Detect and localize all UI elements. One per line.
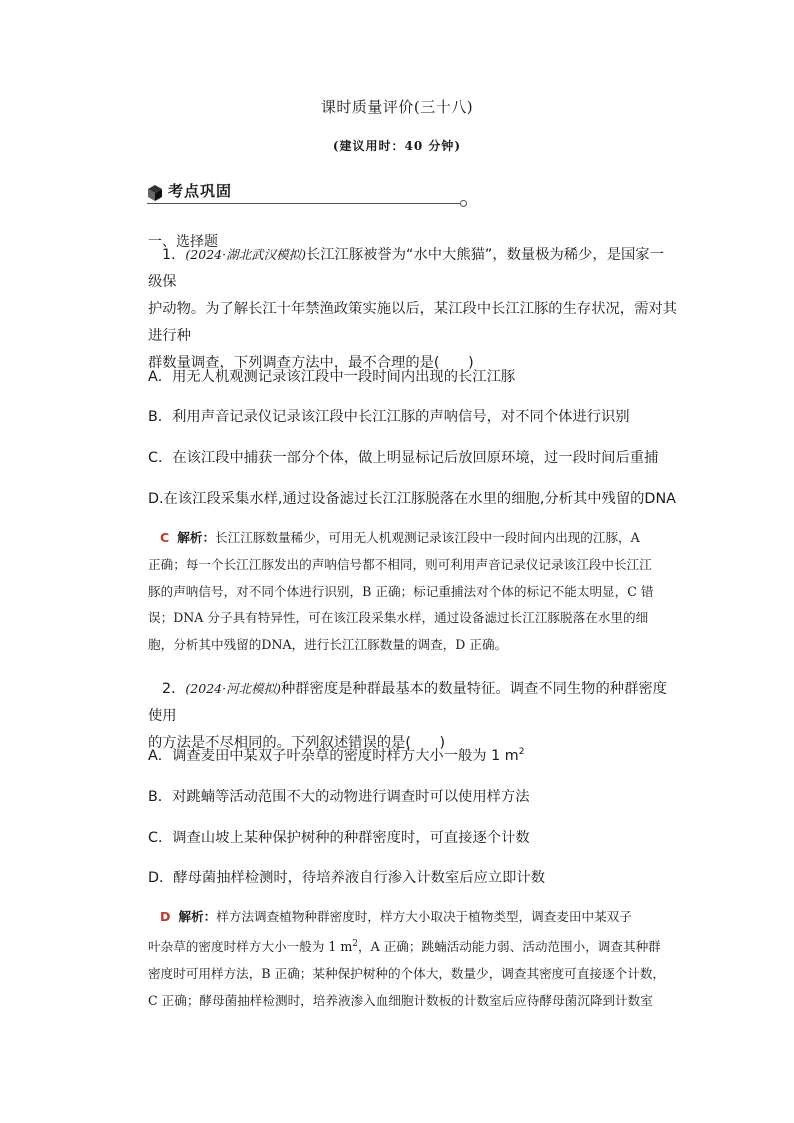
- question-stem-line: 护动物。为了解长江十年禁渔政策实施以后，某江段中长江江豚的生存状况，需对其进行种: [148, 301, 677, 344]
- question-2-answer: [148, 904, 688, 1014]
- section-label: 考点巩固: [168, 182, 233, 200]
- answer-letter: D: [160, 909, 171, 924]
- section-header: [147, 180, 467, 208]
- answer-label: 解析：: [178, 909, 217, 924]
- answer-line: 长江江豚数量稀少，可用无人机观测记录该江段中一段时间内出现的江豚，A: [215, 530, 640, 545]
- question-1-stem: [148, 241, 678, 377]
- question-number: 1．: [162, 247, 186, 263]
- question-1-option-b: B．利用声音记录仪记录该江段中长江江豚的声呐信号，对不同个体进行识别: [148, 409, 630, 425]
- question-stem-line: 长江江豚被誉为“水中大熊猫”，数量极为稀少，是国家一级保: [148, 247, 664, 290]
- page-subtitle: (建议用时：40 分钟): [332, 139, 462, 153]
- answer-letter: C: [160, 530, 170, 545]
- answer-line: ，A 正确；跳蝻活动能力弱、活动范围小，调查其种群: [358, 938, 661, 954]
- divider-end-dot: [460, 200, 467, 207]
- question-2-option-c: C．调查山坡上某种保护树种的种群密度时，可直接逐个计数: [148, 830, 530, 846]
- answer-line: 密度时可用样方法，B 正确；某种保护树种的个体大，数量少，调查其密度可直接逐个计数，: [148, 965, 666, 981]
- part-title: 一、选择题: [148, 234, 218, 250]
- question-stem-line: 的方法是不尽相同的。下列叙述错误的是( ): [148, 735, 446, 751]
- question-2-option-b: B．对跳蝻等活动范围不大的动物进行调查时可以使用样方法: [148, 789, 530, 805]
- question-source: (2024·湖北武汉模拟): [185, 247, 306, 262]
- answer-line: 胞，分析其中残留的DNA，进行长江江豚数量的调查，D 正确。: [148, 637, 508, 653]
- answer-line: 误；DNA 分子具有特异性，可在该江段采集水样，通过设备滤过长江江豚脱落在水里的细: [148, 610, 649, 626]
- answer-line: 正确；每一个长江江豚发出的声呐信号都不相同，则可利用声音记录仪记录该江段中长江江: [148, 556, 652, 572]
- option-text: A．调查麦田中某双子叶杂草的密度时样方大小一般为 1 m: [148, 748, 519, 764]
- section-divider: [147, 203, 461, 204]
- question-stem-line: 种群密度是种群最基本的数量特征。调查不同生物的种群密度使用: [148, 681, 667, 724]
- answer-line: 叶杂草的密度时样方大小一般为 1 m: [148, 938, 353, 954]
- question-1-answer: [148, 525, 688, 659]
- question-stem-line: 群数量调查，下列调查方法中，最不合理的是( ): [148, 355, 474, 371]
- unit-superscript: 2: [518, 747, 525, 758]
- cube-icon: [147, 184, 163, 202]
- answer-label: 解析：: [177, 530, 216, 545]
- question-source: (2024·河北模拟): [185, 681, 281, 696]
- answer-line: 豚的声呐信号，对不同个体进行识别，B 正确；标记重捕法对个体的标记不能太明显，C 错: [148, 583, 654, 599]
- question-1-option-c: C．在该江段中捕获一部分个体，做上明显标记后放回原环境，过一段时间后重捕: [148, 450, 659, 466]
- unit-superscript: 2: [352, 938, 359, 949]
- question-number: 2．: [162, 681, 186, 697]
- question-1-option-d: D.在该江段采集水样,通过设备滤过长江江豚脱落在水里的细胞,分析其中残留的DNA: [148, 491, 676, 507]
- answer-line: 样方法调查植物种群密度时，样方大小取决于植物类型，调查麦田中某双子: [216, 909, 632, 924]
- page-title: 课时质量评价(三十八): [320, 98, 474, 116]
- question-2-option-d: D．酵母菌抽样检测时，待培养液自行渗入计数室后应立即计数: [148, 870, 546, 886]
- question-1-option-a: A．用无人机观测记录该江段中一段时间内出现的长江江豚: [148, 369, 516, 385]
- question-2-option-a: [148, 745, 688, 765]
- answer-line: C 正确；酵母菌抽样检测时，培养液渗入血细胞计数板的计数室后应待酵母菌沉降到计数室: [148, 992, 653, 1008]
